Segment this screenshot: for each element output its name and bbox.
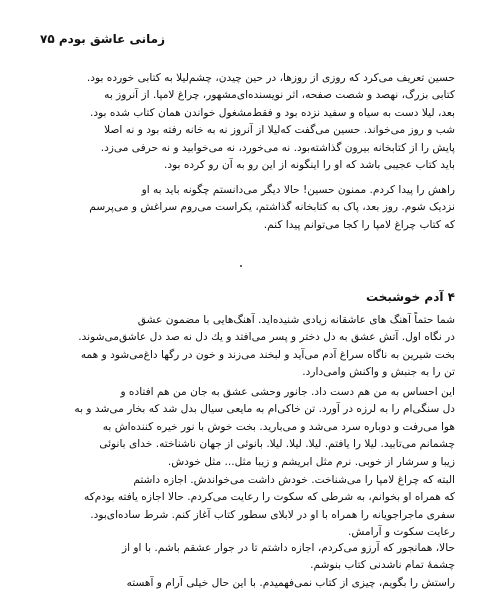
- paragraph-4: [43, 384, 455, 471]
- text-line: حالا، همانجور که آرزو می‌کردم، اجازه داشتم تا در جوار عشقم باشم. با او از: [121, 542, 455, 554]
- text-line: سفری ماجراجویانه را همراه با او در لابلای سطور کتاب آغاز کنم. شرط ساده‌ای‌بود.: [90, 508, 455, 521]
- text-line: این احساس به من هم دست داد. جانور وحشی عشق به جان من هم افتاده و: [120, 386, 455, 398]
- text-line: زیبا و سرشار از خوبی. نرم مثل ابریشم و زیبا مثل... مثل خودش.: [167, 455, 455, 468]
- separator-dot: [240, 265, 242, 267]
- text-line: در نگاه اول. آتش عشق به دل دختر و پسر می‌افتد و یك دل نه صد دل عاشق‌می‌شوند.: [78, 331, 455, 344]
- text-line: پایش را از کتابخانه بیرون گذاشته‌بود. نه می‌خورد، نه می‌خوابید و نه حرفی می‌زد.: [100, 141, 455, 154]
- running-title: زمانی عاشق بودم ۷۵: [40, 32, 165, 46]
- paragraph-1: [43, 70, 455, 174]
- text-line: باید کتاب عجیبی باشد که او را اینگونه از این رو به آن رو کرده بود.: [163, 159, 455, 172]
- text-line: که همراه او بخوانم، به شرطی که سکوت را رعایت می‌کردم. حالا اجازه یافته بودم‌که: [84, 491, 455, 504]
- paragraph-7: [43, 575, 455, 592]
- text-line: چشمهٔ تمام ناشدنی کتاب بنوشم.: [310, 559, 455, 572]
- text-line: رعایت سکوت و آرامش.: [348, 526, 455, 539]
- section-heading: ۴ آدم خوشبخت: [366, 290, 455, 304]
- text-line: حسین تعریف می‌کرد که روزی از روزها، در حین چیدن، چشم‌لیلا به کتابی خورده بود.: [86, 72, 455, 84]
- text-line: دل سنگی‌ام را به لرزه در آورد. تن خاکی‌ام به مایعی سیال بدل شد که بخار می‌شد و به: [74, 403, 455, 416]
- text-line: نزدیک شوم. روز بعد، پاک به کتابخانه گذاشتم، یکراست می‌روم سراغش و می‌پرسم: [89, 201, 455, 214]
- text-line: که کتاب چراغ لامپا را کجا می‌توانم پیدا کنم.: [263, 218, 455, 231]
- paragraph-6: [43, 540, 455, 575]
- text-line: شما حتماً آهنگ های عاشقانه زیادی شنیده‌اید. آهنگ‌هایی با مضمون عشق: [137, 314, 455, 326]
- text-line: راهش را پیدا کردم. ممنون حسین! حالا دیگر می‌دانستم چگونه باید به او: [141, 184, 455, 196]
- text-line: البته که چراغ لامپا را می‌شناخت. خودش داشت می‌خواندش. اجازه داشتم: [133, 474, 455, 486]
- paragraph-5: [43, 472, 455, 542]
- text-line: چشمانم می‌تابید. لیلا را یافتم. لیلا. لیلا. لیلا. بانوئی از جهان ناشناخته. خدای بانوئی: [99, 438, 455, 451]
- paragraph-2: [43, 182, 455, 234]
- page-header: [40, 32, 455, 52]
- text-line: بخت شیرین به ناگاه سراغ آدم می‌آید و لبخند می‌زند و خون در رگها داغ‌می‌شود و همه: [80, 348, 455, 361]
- text-line: هوا می‌رفت و دوباره سرد می‌شد و می‌بارید. بخت خوش با نور خیره کننده‌اش به: [102, 420, 455, 433]
- text-line: تن را به جنبش و واکنش وامی‌دارد.: [302, 366, 455, 379]
- text-line: بعد، لیلا دست به سیاه و سفید نزده بود و فقط‌مشغول خواندن همان کتاب شده بود.: [90, 106, 455, 119]
- text-line: کتابی بزرگ، نهصد و شصت صفحه، اثر نویسنده‌ای‌مشهور، چراغ لامپا. از آنروز به: [104, 89, 455, 102]
- text-line: شب و روز می‌خواند. حسین می‌گفت که‌لیلا از آنروز نه به خانه رفته بود و نه اصلا: [104, 124, 455, 137]
- paragraph-3: [43, 312, 455, 382]
- text-line: راستش را بگویم، چیزی از کتاب نمی‌فهمیدم. با این حال خیلی آرام و آهسته: [126, 577, 455, 589]
